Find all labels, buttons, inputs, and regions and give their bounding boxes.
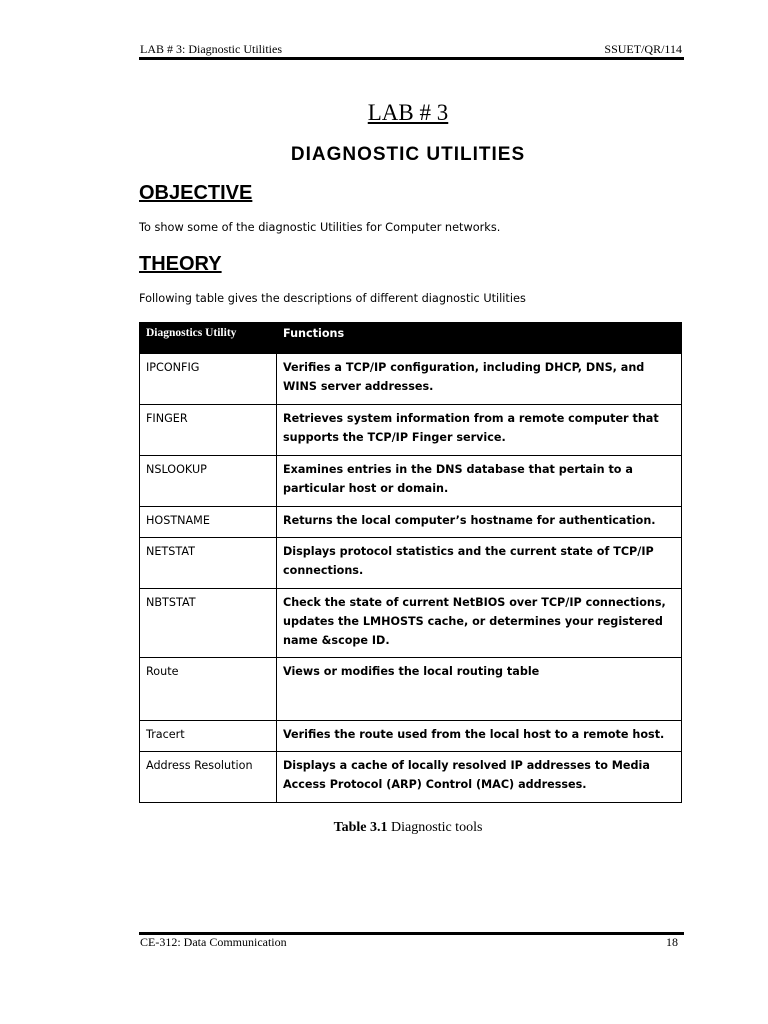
table-row: [140, 538, 682, 589]
page-number: 18: [666, 935, 678, 949]
table-caption-text: Diagnostic tools: [387, 820, 483, 835]
utility-function-cell: Displays a cache of locally resolved IP addresses to Media Access Protocol (ARP) Control (MAC) addresses.: [277, 752, 682, 803]
utility-name-cell: Tracert: [140, 721, 277, 752]
table-row: [140, 721, 682, 752]
objective-text: To show some of the diagnostic Utilities for Computer networks.: [139, 221, 501, 234]
running-footer-course: CE-312: Data Communication: [140, 935, 287, 949]
utility-name-cell: NETSTAT: [140, 538, 277, 589]
table-row: [140, 354, 682, 405]
table-row: [140, 405, 682, 456]
utility-function-cell: Verifies the route used from the local host to a remote host.: [277, 721, 682, 752]
utility-function-cell: Returns the local computer’s hostname for authentication.: [277, 507, 682, 538]
column-header-functions: Functions: [277, 323, 682, 354]
utility-name-cell: FINGER: [140, 405, 277, 456]
running-header-doc-code: SSUET/QR/114: [604, 42, 682, 56]
utility-name-cell: NSLOOKUP: [140, 456, 277, 507]
table-header-row: [140, 323, 682, 354]
theory-text: Following table gives the descriptions of different diagnostic Utilities: [139, 292, 526, 305]
page-title: LAB # 3: [367, 100, 449, 125]
utility-name-cell: NBTSTAT: [140, 589, 277, 658]
objective-heading: OBJECTIVE: [139, 182, 253, 204]
table-caption: [0, 820, 768, 836]
table-row: [140, 752, 682, 803]
utility-function-cell: Displays protocol statistics and the current state of TCP/IP connections.: [277, 538, 682, 589]
running-header-title: LAB # 3: Diagnostic Utilities: [140, 42, 282, 56]
utility-function-cell: Retrieves system information from a remote computer that supports the TCP/IP Finger service.: [277, 405, 682, 456]
utility-function-cell: Examines entries in the DNS database that pertain to a particular host or domain.: [277, 456, 682, 507]
utility-function-cell: Check the state of current NetBIOS over TCP/IP connections, updates the LMHOSTS cache, or determines your registered name &scope ID.: [277, 589, 682, 658]
table-caption-label: Table 3.1: [333, 820, 388, 835]
table-row: [140, 658, 682, 721]
utility-name-cell: IPCONFIG: [140, 354, 277, 405]
utility-name-cell: HOSTNAME: [140, 507, 277, 538]
table-row: [140, 507, 682, 538]
diagnostic-utilities-table: [139, 322, 682, 803]
header-rule: [139, 57, 684, 60]
column-header-utility: Diagnostics Utility: [140, 323, 277, 354]
page-subtitle: DIAGNOSTIC UTILITIES: [290, 144, 526, 165]
theory-heading: THEORY: [139, 253, 222, 275]
utility-function-cell: Views or modifies the local routing table: [277, 658, 682, 721]
table-row: [140, 589, 682, 658]
utility-name-cell: Address Resolution: [140, 752, 277, 803]
utility-name-cell: Route: [140, 658, 277, 721]
table-row: [140, 456, 682, 507]
utility-function-cell: Verifies a TCP/IP configuration, including DHCP, DNS, and WINS server addresses.: [277, 354, 682, 405]
